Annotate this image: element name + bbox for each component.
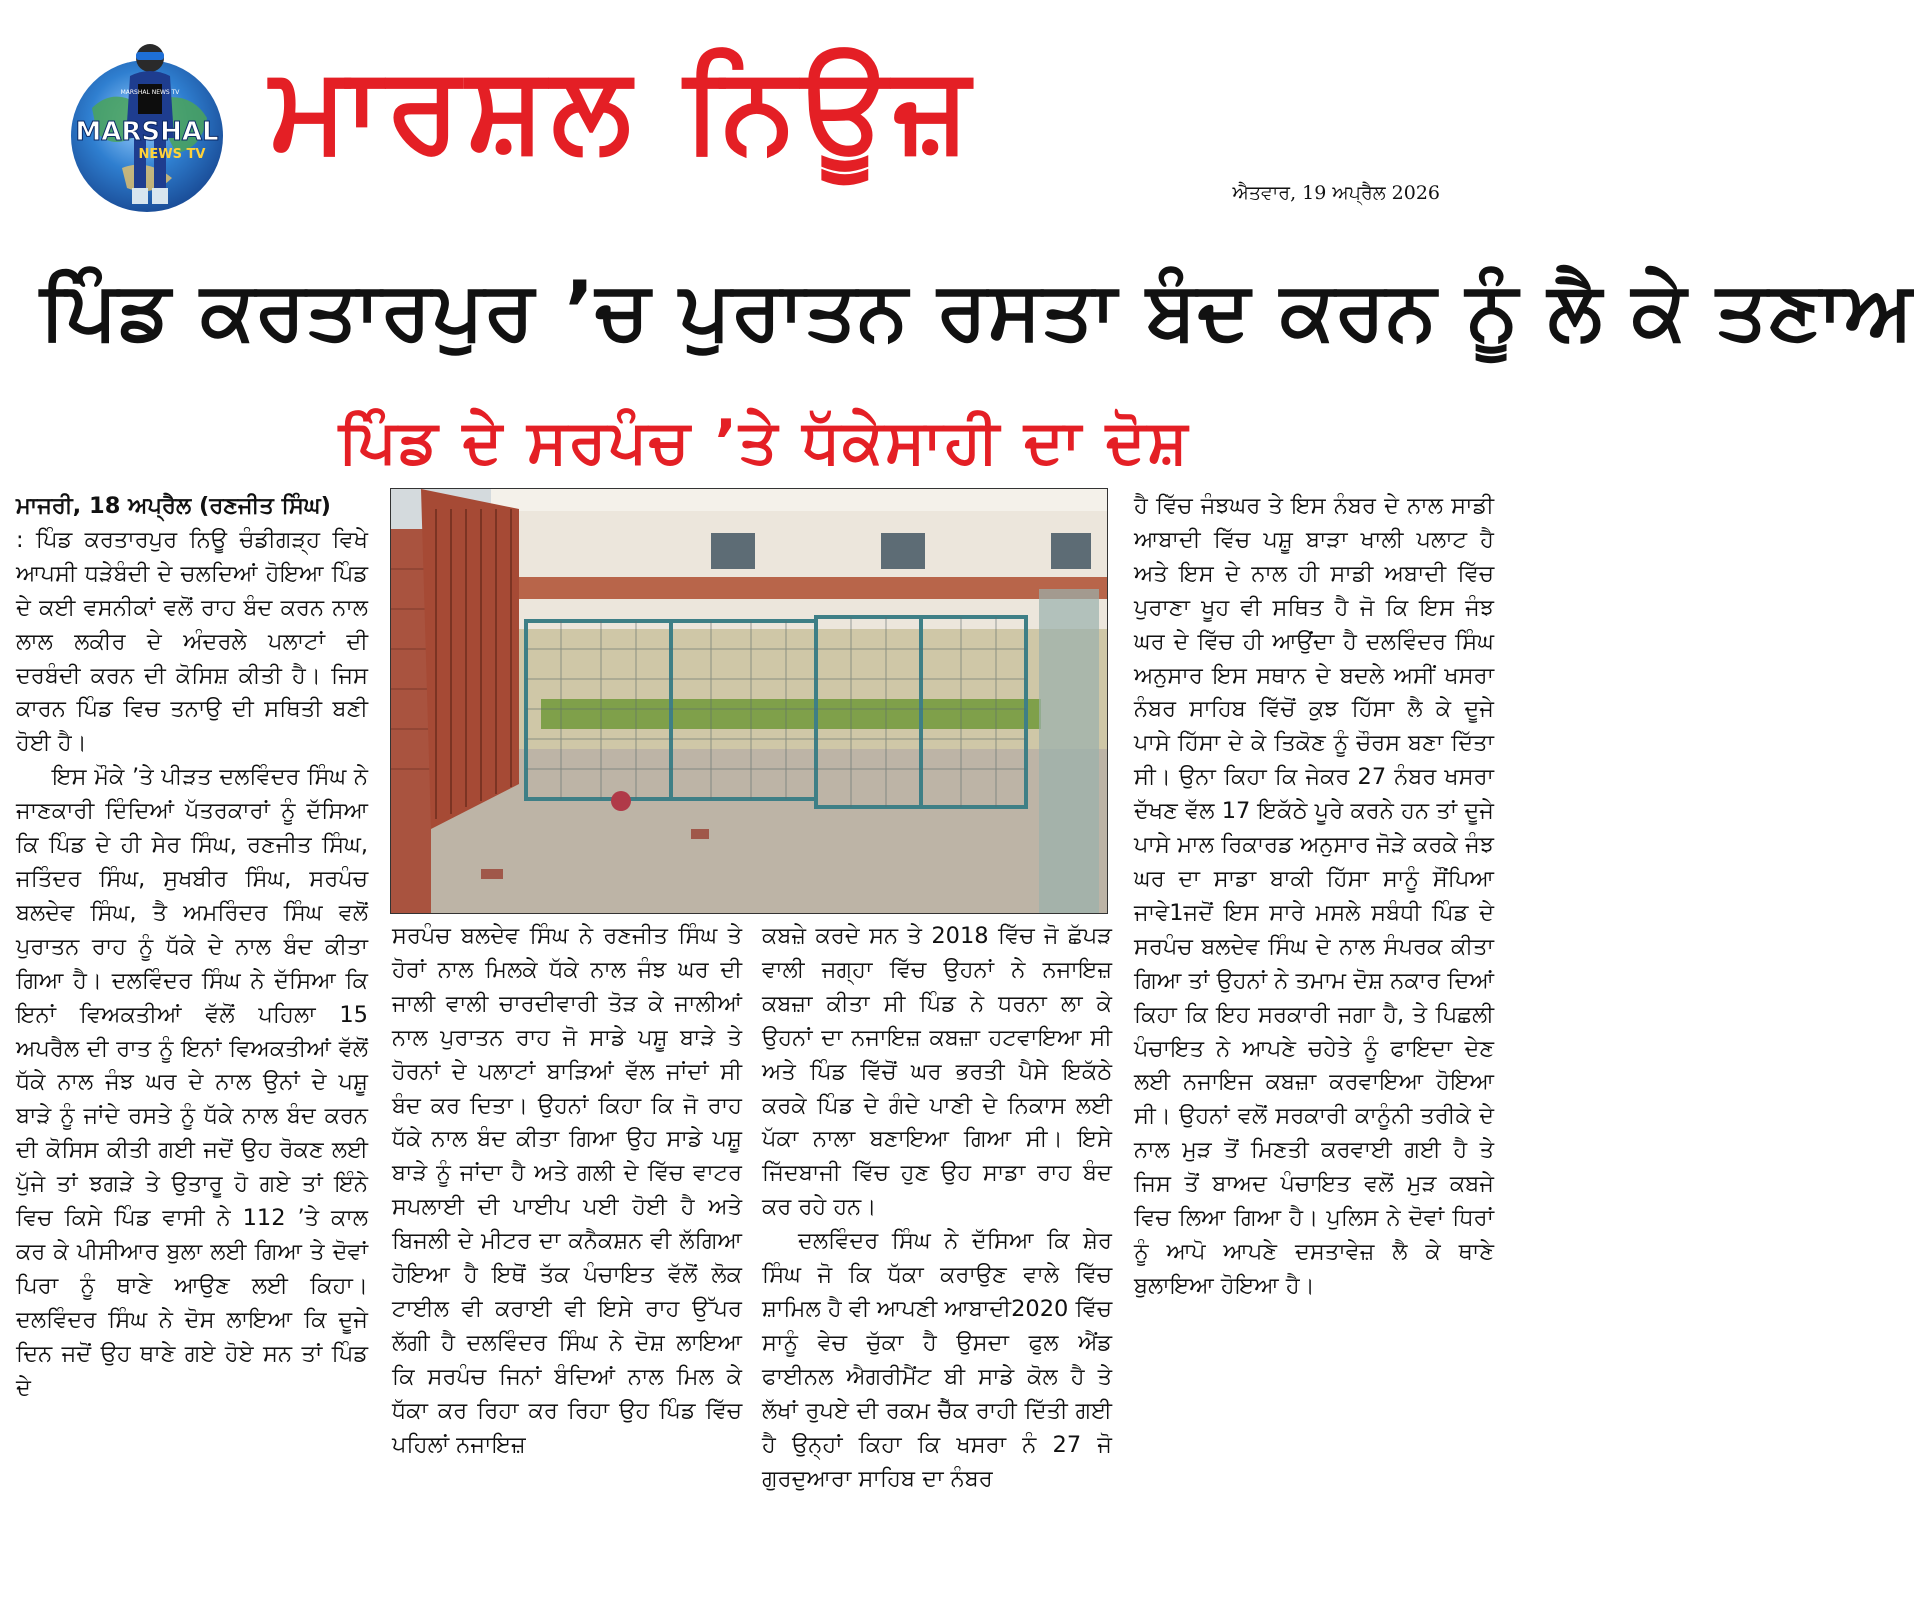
- paragraph: ਸਰਪੰਚ ਬਲਦੇਵ ਸਿੰਘ ਨੇ ਰਣਜੀਤ ਸਿੰਘ ਤੇ ਹੋਰਾਂ ਨਾਲ ਮਿਲਕੇ ਧੱਕੇ ਨਾਲ ਜੰਝ ਘਰ ਦੀ ਜਾਲੀ ਵਾਲੀ ਚਾਰਦੀਵਾਰੀ ਤੋੜ ਕੇ ਜਾਲੀਆਂ ਨਾਲ ਪੁਰਾਤਨ ਰਾਹ ਜੋ ਸਾਡੇ ਪਸ਼ੂ ਬਾੜੇ ਤੇ ਹੋਰਨਾਂ ਦੇ ਪਲਾਟਾਂ ਬਾੜਿਆਂ ਵੱਲ ਜਾਂਦਾਂ ਸੀ ਬੰਦ ਕਰ ਦਿਤਾ। ਉਹਨਾਂ ਕਿਹਾ ਕਿ ਜੋ ਰਾਹ ਧੱਕੇ ਨਾਲ ਬੰਦ ਕੀਤਾ ਗਿਆ ਉਹ ਸਾਡੇ ਪਸ਼ੂ ਬਾੜੇ ਨੂੰ ਜਾਂਦਾ ਹੈ ਅਤੇ ਗਲੀ ਦੇ ਵਿੱਚ ਵਾਟਰ ਸਪਲਾਈ ਦੀ ਪਾਈਪ ਪਈ ਹੋਈ ਹੈ ਅਤੇ ਬਿਜਲੀ ਦੇ ਮੀਟਰ ਦਾ ਕਨੈਕਸ਼ਨ ਵੀ ਲੱਗਿਆ ਹੋਇਆ ਹੈ ਇਥੋਂ ਤੱਕ ਪੰਚਾਇਤ ਵੱਲੋਂ ਲੋਕ ਟਾਈਲ ਵੀ ਕਰਾਈ ਵੀ ਇਸੇ ਰਾਹ ਉੱਪਰ ਲੱਗੀ ਹੈ ਦਲਵਿੰਦਰ ਸਿੰਘ ਨੇ ਦੋਸ਼ ਲਾਇਆ ਕਿ ਸਰਪੰਚ ਜਿਨਾਂ ਬੰਦਿਆਂ ਨਾਲ ਮਿਲ ਕੇ ਧੱਕਾ ਕਰ ਰਿਹਾ ਕਰ ਰਿਹਾ ਉਹ ਪਿੰਡ ਵਿੱਚ ਪਹਿਲਾਂ ਨਜਾਇਜ਼: [392, 923, 742, 1458]
- logo-graphic: [52, 28, 242, 213]
- article-column-1: [16, 490, 368, 1598]
- logo-subtext: NEWS TV: [138, 147, 206, 162]
- paragraph: ਹੈ ਵਿੱਚ ਜੰਝਘਰ ਤੇ ਇਸ ਨੰਬਰ ਦੇ ਨਾਲ ਸਾਡੀ ਆਬਾਦੀ ਵਿੱਚ ਪਸ਼ੂ ਬਾੜਾ ਖਾਲੀ ਪਲਾਟ ਹੈ ਅਤੇ ਇਸ ਦੇ ਨਾਲ ਹੀ ਸਾਡੀ ਅਬਾਦੀ ਵਿੱਚ ਪੁਰਾਣਾ ਖੂਹ ਵੀ ਸਥਿਤ ਹੈ ਜੋ ਕਿ ਇਸ ਜੰਝ ਘਰ ਦੇ ਵਿੱਚ ਹੀ ਆਉਂਦਾ ਹੈ ਦਲਵਿੰਦਰ ਸਿੰਘ ਅਨੁਸਾਰ ਇਸ ਸਥਾਨ ਦੇ ਬਦਲੇ ਅਸੀਂ ਖਸਰਾ ਨੰਬਰ ਸਾਹਿਬ ਵਿੱਚੋਂ ਕੁਝ ਹਿੱਸਾ ਲੈ ਕੇ ਦੂਜੇ ਪਾਸੇ ਹਿੱਸਾ ਦੇ ਕੇ ਤਿਕੋਣ ਨੂੰ ਚੌਰਸ ਬਣਾ ਦਿੱਤਾ ਸੀ। ਉਨਾ ਕਿਹਾ ਕਿ ਜੇਕਰ 27 ਨੰਬਰ ਖਸਰਾ ਦੱਖਣ ਵੱਲ 17 ਇਕੱਠੇ ਪੂਰੇ ਕਰਨੇ ਹਨ ਤਾਂ ਦੂਜੇ ਪਾਸੇ ਮਾਲ ਰਿਕਾਰਡ ਅਨੁਸਾਰ ਜੋੜੇ ਕਰਕੇ ਜੰਝ ਘਰ ਦਾ ਸਾਡਾ ਬਾਕੀ ਹਿੱਸਾ ਸਾਨੂੰ ਸੌਂਪਿਆ ਜਾਵੇ1ਜਦੋਂ ਇਸ ਸਾਰੇ ਮਸਲੇ ਸਬੰਧੀ ਪਿੰਡ ਦੇ ਸਰਪੰਚ ਬਲਦੇਵ ਸਿੰਘ ਦੇ ਨਾਲ ਸੰਪਰਕ ਕੀਤਾ ਗਿਆ ਤਾਂ ਉਹਨਾਂ ਨੇ ਤਮਾਮ ਦੋਸ਼ ਨਕਾਰ ਦਿਆਂ ਕਿਹਾ ਕਿ ਇਹ ਸਰਕਾਰੀ ਜਗਾ ਹੈ, ਤੇ ਪਿਛਲੀ ਪੰਚਾਇਤ ਨੇ ਆਪਣੇ ਚਹੇਤੇ ਨੂੰ ਫਾਇਦਾ ਦੇਣ ਲਈ ਨਜਾਇਜ ਕਬਜ਼ਾ ਕਰਵਾਇਆ ਹੋਇਆ ਸੀ। ਉਹਨਾਂ ਵਲੋਂ ਸਰਕਾਰੀ ਕਾਨੂੰਨੀ ਤਰੀਕੇ ਦੇ ਨਾਲ ਮੁੜ ਤੋਂ ਮਿਣਤੀ ਕਰਵਾਈ ਗਈ ਹੈ ਤੇ ਜਿਸ ਤੋਂ ਬਾਅਦ ਪੰਚਾਇਤ ਵਲੋਂ ਮੁੜ ਕਬਜੇ ਵਿਚ ਲਿਆ ਗਿਆ ਹੈ। ਪੁਲਿਸ ਨੇ ਦੋਵਾਂ ਧਿਰਾਂ ਨੂੰ ਆਪੋ ਆਪਣੇ ਦਸਤਾਵੇਜ਼ ਲੈ ਕੇ ਥਾਣੇ ਬੁਲਾਇਆ ਹੋਇਆ ਹੈ।: [1134, 493, 1494, 1299]
- logo-text: MARSHAL: [75, 117, 219, 147]
- paragraph: : ਪਿੰਡ ਕਰਤਾਰਪੁਰ ਨਿਊ ਚੰਡੀਗੜ੍ਹ ਵਿਖੇ ਆਪਸੀ ਧੜੇਬੰਦੀ ਦੇ ਚਲਦਿਆਂ ਹੋਇਆ ਪਿੰਡ ਦੇ ਕਈ ਵਸਨੀਕਾਂ ਵਲੋਂ ਰਾਹ ਬੰਦ ਕਰਨ ਨਾਲ ਲਾਲ ਲਕੀਰ ਦੇ ਅੰਦਰਲੇ ਪਲਾਟਾਂ ਦੀ ਦਰਬੰਦੀ ਕਰਨ ਦੀ ਕੋਸਿਸ਼ ਕੀਤੀ ਹੈ। ਜਿਸ ਕਾਰਨ ਪਿੰਡ ਵਿਚ ਤਨਾਉ ਦੀ ਸਥਿਤੀ ਬਣੀ ਹੋਈ ਹੈ।: [16, 526, 368, 757]
- article-column-4: [1134, 490, 1494, 1598]
- article-photo: [390, 488, 1108, 914]
- article-column-2: [392, 920, 742, 1598]
- svg-text:MARSHAL NEWS TV: MARSHAL NEWS TV: [120, 89, 180, 96]
- gate-photo-illustration: [391, 489, 1107, 913]
- headline: ਪਿੰਡ ਕਰਤਾਰਪੁਰ ’ਚ ਪੁਰਾਤਨ ਰਸਤਾ ਬੰਦ ਕਰਨ ਨੂੰ ਲੈ ਕੇ ਤਣਾਅ: [40, 264, 1914, 357]
- article-column-3: [762, 920, 1112, 1598]
- paragraph: ਦਲਵਿੰਦਰ ਸਿੰਘ ਨੇ ਦੱਸਿਆ ਕਿ ਸ਼ੇਰ ਸਿੰਘ ਜੋ ਕਿ ਧੱਕਾ ਕਰਾਉਣ ਵਾਲੇ ਵਿੱਚ ਸ਼ਾਮਿਲ ਹੈ ਵੀ ਆਪਣੀ ਆਬਾਦੀ2020 ਵਿੱਚ ਸਾਨੂੰ ਵੇਚ ਚੁੱਕਾ ਹੈ ਉਸਦਾ ਫੁਲ ਐਂਡ ਫਾਈਨਲ ਐਗਰੀਮੈਂਟ ਬੀ ਸਾਡੇ ਕੋਲ ਹੈ ਤੇ ਲੱਖਾਂ ਰੁਪਏ ਦੀ ਰਕਮ ਚੈੱਕ ਰਾਹੀ ਦਿੱਤੀ ਗਈ ਹੈ ਉਨ੍ਹਾਂ ਕਿਹਾ ਕਿ ਖਸਰਾ ਨੰ 27 ਜੋ ਗੁਰਦੁਆਰਾ ਸਾਹਿਬ ਦਾ ਨੰਬਰ: [762, 1228, 1112, 1492]
- subheadline: ਪਿੰਡ ਦੇ ਸਰਪੰਚ ’ਤੇ ਧੱਕੇਸਾਹੀ ਦਾ ਦੋਸ਼: [338, 407, 1190, 477]
- byline: ਮਾਜਰੀ, 18 ਅਪ੍ਰੈਲ (ਰਣਜੀਤ ਸਿੰਘ): [16, 493, 331, 519]
- paragraph: ਇਸ ਮੌਕੇ ’ਤੇ ਪੀੜਤ ਦਲਵਿੰਦਰ ਸਿੰਘ ਨੇ ਜਾਣਕਾਰੀ ਦਿੰਦਿਆਂ ਪੱਤਰਕਾਰਾਂ ਨੂੰ ਦੱਸਿਆ ਕਿ ਪਿੰਡ ਦੇ ਹੀ ਸੇਰ ਸਿੰਘ, ਰਣਜੀਤ ਸਿੰਘ, ਜਤਿੰਦਰ ਸਿੰਘ, ਸੁਖਬੀਰ ਸਿੰਘ, ਸਰਪੰਚ ਬਲਦੇਵ ਸਿੰਘ, ਤੈ ਅਮਰਿੰਦਰ ਸਿੰਘ ਵਲੋਂ ਪੁਰਾਤਨ ਰਾਹ ਨੂੰ ਧੱਕੇ ਦੇ ਨਾਲ ਬੰਦ ਕੀਤਾ ਗਿਆ ਹੈ। ਦਲਵਿੰਦਰ ਸਿੰਘ ਨੇ ਦੱਸਿਆ ਕਿ ਇਨਾਂ ਵਿਅਕਤੀਆਂ ਵੱਲੋਂ ਪਹਿਲਾ 15 ਅਪਰੈਲ ਦੀ ਰਾਤ ਨੂੰ ਇਨਾਂ ਵਿਅਕਤੀਆਂ ਵੱਲੋਂ ਧੱਕੇ ਨਾਲ ਜੰਝ ਘਰ ਦੇ ਨਾਲ ਉਨਾਂ ਦੇ ਪਸ਼ੂ ਬਾੜੇ ਨੂੰ ਜਾਂਦੇ ਰਸਤੇ ਨੂੰ ਧੱਕੇ ਨਾਲ ਬੰਦ ਕਰਨ ਦੀ ਕੋਸਿਸ ਕੀਤੀ ਗਈ ਜਦੋਂ ਉਹ ਰੋਕਣ ਲਈ ਪੁੱਜੇ ਤਾਂ ਝਗੜੇ ਤੇ ਉਤਾਰੂ ਹੋ ਗਏ ਤਾਂ ਇੰਨੇ ਵਿਚ ਕਿਸੇ ਪਿੰਡ ਵਾਸੀ ਨੇ 112 ’ਤੇ ਕਾਲ ਕਰ ਕੇ ਪੀਸੀਆਰ ਬੁਲਾ ਲਈ ਗਿਆ ਤੇ ਦੋਵਾਂ ਪਿਰਾ ਨੂੰ ਥਾਣੇ ਆਉਣ ਲਈ ਕਿਹਾ। ਦਲਵਿੰਦਰ ਸਿੰਘ ਨੇ ਦੋਸ ਲਾਇਆ ਕਿ ਦੂਜੇ ਦਿਨ ਜਦੋਂ ਉਹ ਥਾਣੇ ਗਏ ਹੋਏ ਸਨ ਤਾਂ ਪਿੰਡ ਦੇ: [16, 764, 368, 1401]
- marshal-news-tv-logo: [52, 28, 242, 213]
- paragraph: ਕਬਜ਼ੇ ਕਰਦੇ ਸਨ ਤੇ 2018 ਵਿੱਚ ਜੋ ਛੱਪੜ ਵਾਲੀ ਜਗ੍ਹਾ ਵਿੱਚ ਉਹਨਾਂ ਨੇ ਨਜਾਇਜ਼ ਕਬਜ਼ਾ ਕੀਤਾ ਸੀ ਪਿੰਡ ਨੇ ਧਰਨਾ ਲਾ ਕੇ ਉਹਨਾਂ ਦਾ ਨਜਾਇਜ਼ ਕਬਜ਼ਾ ਹਟਵਾਇਆ ਸੀ ਅਤੇ ਪਿੰਡ ਵਿੱਚੋਂ ਘਰ ਭਰਤੀ ਪੈਸੇ ਇਕੱਠੇ ਕਰਕੇ ਪਿੰਡ ਦੇ ਗੰਦੇ ਪਾਣੀ ਦੇ ਨਿਕਾਸ ਲਈ ਪੱਕਾ ਨਾਲਾ ਬਣਾਇਆ ਗਿਆ ਸੀ। ਇਸੇ ਜਿੱਦਬਾਜੀ ਵਿੱਚ ਹੁਣ ਉਹ ਸਾਡਾ ਰਾਹ ਬੰਦ ਕਰ ਰਹੇ ਹਨ।: [762, 923, 1112, 1221]
- issue-date: ਐਤਵਾਰ, 19 ਅਪ੍ਰੈਲ 2026: [1232, 182, 1440, 204]
- masthead-title: ਮਾਰਸ਼ਲ ਨਿਊਜ਼: [270, 39, 976, 177]
